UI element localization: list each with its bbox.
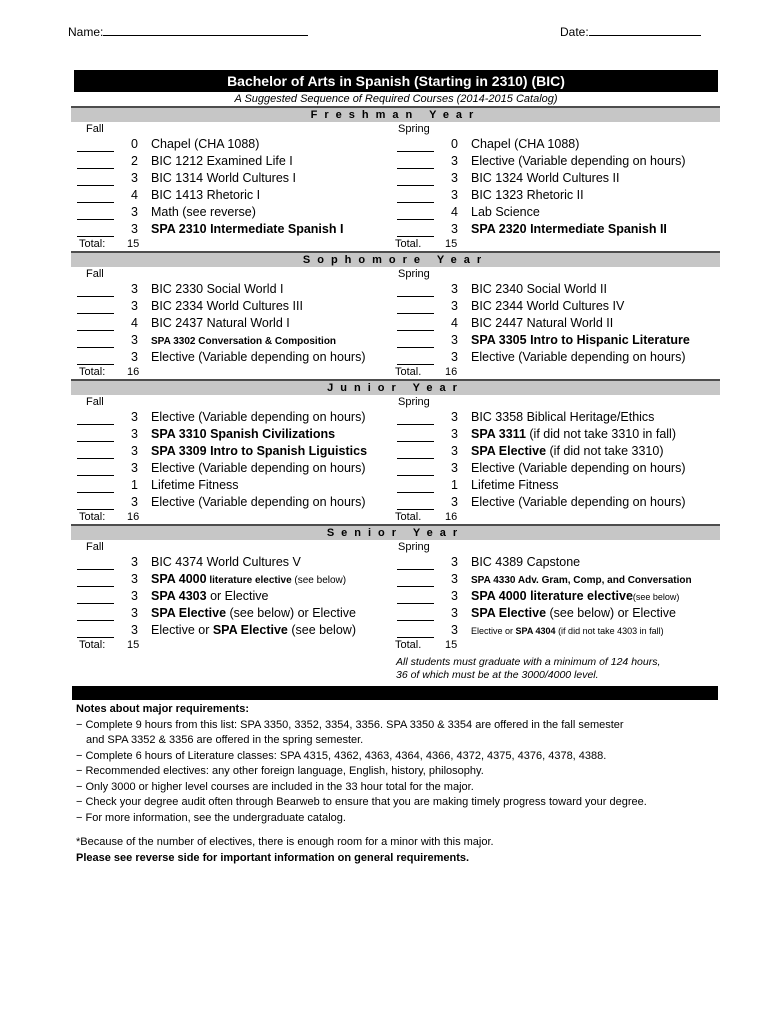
spring-course xyxy=(471,460,685,477)
spring-hours: 0 xyxy=(451,137,458,151)
fall-checkbox-line[interactable] xyxy=(77,285,114,297)
spring-checkbox-line[interactable] xyxy=(397,498,434,510)
spring-hours: 3 xyxy=(451,282,458,296)
name-label: Name: xyxy=(68,25,104,39)
graduation-note-line: All students must graduate with a minimum of 124 hours, xyxy=(396,656,661,668)
fall-checkbox-line[interactable] xyxy=(77,140,114,152)
spring-hours: 3 xyxy=(451,555,458,569)
spring-course xyxy=(471,443,663,460)
fall-hours: 3 xyxy=(131,410,138,424)
spring-checkbox-line[interactable] xyxy=(397,575,434,587)
spring-hours: 3 xyxy=(451,461,458,475)
notes-divider xyxy=(72,686,718,700)
fall-label: Fall xyxy=(86,396,104,408)
spring-course-text: BIC 2344 World Cultures IV xyxy=(471,299,625,313)
fall-course-text: BIC 2334 World Cultures III xyxy=(151,299,303,313)
fall-total-value: 15 xyxy=(127,639,140,651)
fall-total-value: 16 xyxy=(127,511,140,523)
fall-hours: 3 xyxy=(131,171,138,185)
fall-course-text: Lifetime Fitness xyxy=(151,478,239,492)
spring-total-value: 15 xyxy=(445,238,458,250)
fall-hours: 3 xyxy=(131,444,138,458)
spring-course xyxy=(471,315,613,332)
course-row xyxy=(74,170,718,187)
year-heading: Junior Year xyxy=(71,379,720,395)
fall-total-label: Total: xyxy=(79,511,106,523)
fall-course xyxy=(151,409,365,426)
spring-hours: 3 xyxy=(451,350,458,364)
spring-course xyxy=(471,622,664,640)
spring-checkbox-line[interactable] xyxy=(397,208,434,220)
fall-course-text: (see below) xyxy=(287,623,356,637)
spring-course-text: SPA 3311 xyxy=(471,427,526,441)
name-line[interactable] xyxy=(103,24,308,36)
spring-course xyxy=(471,571,692,589)
date-line[interactable] xyxy=(589,24,701,36)
fall-course-text: BIC 2330 Social World I xyxy=(151,282,284,296)
spring-total-label: Total. xyxy=(395,639,422,651)
course-row xyxy=(74,153,718,170)
fall-label: Fall xyxy=(86,541,104,553)
spring-course xyxy=(471,332,690,349)
fall-checkbox-line[interactable] xyxy=(77,302,114,314)
semester-labels xyxy=(74,267,718,281)
spring-course xyxy=(471,187,584,204)
fall-total-label: Total: xyxy=(79,639,106,651)
fall-course xyxy=(151,571,346,589)
note-line: and SPA 3352 & 3356 are offered in the spring semester. xyxy=(86,734,364,746)
fall-course xyxy=(151,426,335,443)
fall-course-text: Elective (Variable depending on hours) xyxy=(151,461,366,475)
fall-total-label: Total: xyxy=(79,238,106,250)
spring-checkbox-line[interactable] xyxy=(397,413,434,425)
spring-hours: 3 xyxy=(451,299,458,313)
spring-checkbox-line[interactable] xyxy=(397,157,434,169)
totals-row xyxy=(74,238,718,251)
spring-course-text: (if did not take 3310 in fall) xyxy=(525,427,676,441)
note-line: − Complete 9 hours from this list: SPA 3350, 3352, 3354, 3356. SPA 3350 & 3354 are offered in the fall semester xyxy=(76,718,624,731)
spring-hours: 3 xyxy=(451,606,458,620)
year-heading: Senior Year xyxy=(71,524,720,540)
course-row xyxy=(74,477,718,494)
reverse-note: Please see reverse side for important information on general requirements. xyxy=(76,851,470,864)
fall-checkbox-line[interactable] xyxy=(77,353,114,365)
fall-hours: 3 xyxy=(131,205,138,219)
fall-course xyxy=(151,622,356,639)
course-row xyxy=(74,605,718,622)
fall-course-text: SPA 2310 Intermediate Spanish I xyxy=(151,222,344,236)
spring-course-text: Elective or xyxy=(471,626,516,636)
spring-course-text: (see below) or Elective xyxy=(546,606,676,620)
spring-checkbox-line[interactable] xyxy=(397,225,434,237)
fall-course xyxy=(151,170,296,187)
fall-course-text: BIC 1413 Rhetoric I xyxy=(151,188,261,202)
spring-checkbox-line[interactable] xyxy=(397,140,434,152)
fall-hours: 3 xyxy=(131,555,138,569)
fall-course xyxy=(151,554,301,571)
page-subtitle: A Suggested Sequence of Required Courses (2014-2015 Catalog) xyxy=(234,93,558,105)
fall-checkbox-line[interactable] xyxy=(77,481,114,493)
spring-hours: 3 xyxy=(451,444,458,458)
spring-label: Spring xyxy=(398,123,430,135)
spring-course xyxy=(471,349,685,366)
spring-course-text: SPA 4304 xyxy=(515,626,556,636)
fall-course xyxy=(151,349,365,366)
fall-checkbox-line[interactable] xyxy=(77,208,114,220)
spring-hours: 3 xyxy=(451,222,458,236)
fall-course-text: Elective or xyxy=(151,623,213,637)
fall-hours: 3 xyxy=(131,350,138,364)
spring-course-text: Elective (Variable depending on hours) xyxy=(471,154,686,168)
fall-hours: 3 xyxy=(131,333,138,347)
note-line: − Complete 6 hours of Literature classes: SPA 4315, 4362, 4363, 4364, 4366, 4372, 4375, 4376, 4378, 4388. xyxy=(76,749,607,762)
semester-labels xyxy=(74,540,718,554)
semester-labels xyxy=(74,122,718,136)
spring-total-value: 15 xyxy=(445,639,458,651)
fall-hours: 3 xyxy=(131,589,138,603)
notes-title: Notes about major requirements: xyxy=(76,703,249,715)
course-row xyxy=(74,426,718,443)
spring-hours: 1 xyxy=(451,478,458,492)
spring-checkbox-line[interactable] xyxy=(397,464,434,476)
fall-course-text: SPA 3302 Conversation & Composition xyxy=(151,336,337,347)
spring-hours: 3 xyxy=(451,171,458,185)
year-heading: Sophomore Year xyxy=(71,251,720,267)
spring-checkbox-line[interactable] xyxy=(397,592,434,604)
spring-hours: 3 xyxy=(451,333,458,347)
spring-course xyxy=(471,605,676,622)
spring-total-label: Total. xyxy=(395,511,422,523)
spring-course-text: Lifetime Fitness xyxy=(471,478,559,492)
spring-course xyxy=(471,554,580,571)
fall-course xyxy=(151,477,239,494)
fall-total-value: 15 xyxy=(127,238,140,250)
spring-checkbox-line[interactable] xyxy=(397,336,434,348)
spring-hours: 3 xyxy=(451,410,458,424)
spring-label: Spring xyxy=(398,541,430,553)
spring-hours: 3 xyxy=(451,623,458,637)
spring-course xyxy=(471,409,654,426)
fall-checkbox-line[interactable] xyxy=(77,447,114,459)
spring-course xyxy=(471,204,540,221)
course-row xyxy=(74,298,718,315)
totals-row xyxy=(74,639,718,652)
fall-checkbox-line[interactable] xyxy=(77,174,114,186)
spring-hours: 3 xyxy=(451,188,458,202)
spring-total-label: Total. xyxy=(395,238,422,250)
fall-course xyxy=(151,588,268,605)
note-line: − Only 3000 or higher level courses are included in the 33 hour total for the major. xyxy=(76,780,474,793)
fall-course xyxy=(151,187,260,204)
fall-hours: 3 xyxy=(131,222,138,236)
course-row xyxy=(74,187,718,204)
spring-hours: 3 xyxy=(451,154,458,168)
course-row xyxy=(74,349,718,366)
fall-total-value: 16 xyxy=(127,366,140,378)
fall-course-text: BIC 1314 World Cultures I xyxy=(151,171,296,185)
spring-checkbox-line[interactable] xyxy=(397,558,434,570)
fall-hours: 3 xyxy=(131,606,138,620)
fall-checkbox-line[interactable] xyxy=(77,626,114,638)
graduation-note xyxy=(396,656,718,682)
fall-hours: 0 xyxy=(131,137,138,151)
spring-course xyxy=(471,494,685,511)
spring-course-text: SPA 2320 Intermediate Spanish II xyxy=(471,222,667,236)
fall-checkbox-line[interactable] xyxy=(77,336,114,348)
fall-course-text: Math (see reverse) xyxy=(151,205,256,219)
spring-course xyxy=(471,221,667,238)
spring-course-text: BIC 4389 Capstone xyxy=(471,555,581,569)
fall-hours: 4 xyxy=(131,188,138,202)
spring-total-value: 16 xyxy=(445,366,458,378)
spring-course xyxy=(471,477,559,494)
spring-course-text: Lab Science xyxy=(471,205,540,219)
fall-course-text: (see below) or Elective xyxy=(226,606,356,620)
fall-hours: 3 xyxy=(131,461,138,475)
totals-row xyxy=(74,366,718,379)
fall-course-text: literature elective xyxy=(206,575,292,586)
course-row xyxy=(74,136,718,153)
fall-label: Fall xyxy=(86,268,104,280)
fall-course-text: Elective (Variable depending on hours) xyxy=(151,350,366,364)
minor-note: *Because of the number of electives, there is enough room for a minor with this major. xyxy=(76,836,494,848)
fall-course xyxy=(151,605,356,622)
course-row xyxy=(74,588,718,605)
spring-total-label: Total. xyxy=(395,366,422,378)
fall-course-text: BIC 2437 Natural World I xyxy=(151,316,290,330)
spring-course xyxy=(471,136,579,153)
spring-course-text: (if did not take 4303 in fall) xyxy=(555,626,664,636)
spring-course-text: SPA Elective xyxy=(471,606,547,620)
fall-course-text: SPA Elective xyxy=(212,623,288,637)
fall-course xyxy=(151,315,290,332)
spring-checkbox-line[interactable] xyxy=(397,609,434,621)
spring-hours: 3 xyxy=(451,427,458,441)
fall-total-label: Total: xyxy=(79,366,106,378)
spring-course xyxy=(471,153,685,170)
course-row xyxy=(74,204,718,221)
spring-course-text: Elective (Variable depending on hours) xyxy=(471,461,686,475)
totals-row xyxy=(74,511,718,524)
year-heading: Freshman Year xyxy=(71,106,720,122)
notes-section xyxy=(76,702,718,866)
spring-checkbox-line[interactable] xyxy=(397,481,434,493)
course-row xyxy=(74,409,718,426)
spring-course-text: SPA Elective xyxy=(471,444,547,458)
spring-course-text: BIC 1323 Rhetoric II xyxy=(471,188,584,202)
fall-course-text: or Elective xyxy=(206,589,269,603)
spring-hours: 4 xyxy=(451,205,458,219)
spring-course-text: Chapel (CHA 1088) xyxy=(471,137,580,151)
fall-hours: 3 xyxy=(131,623,138,637)
fall-label: Fall xyxy=(86,123,104,135)
fall-course xyxy=(151,298,303,315)
course-row xyxy=(74,460,718,477)
semester-labels xyxy=(74,395,718,409)
course-row xyxy=(74,571,718,588)
note-line: − Check your degree audit often through Bearweb to ensure that you are making timely progress toward your degree. xyxy=(76,796,647,808)
course-row xyxy=(74,622,718,639)
spring-course-text: BIC 3358 Biblical Heritage/Ethics xyxy=(471,410,655,424)
fall-course-text: BIC 1212 Examined Life I xyxy=(151,154,293,168)
fall-checkbox-line[interactable] xyxy=(77,413,114,425)
spring-label: Spring xyxy=(398,396,430,408)
note-line: − For more information, see the undergraduate catalog. xyxy=(76,811,346,824)
spring-hours: 4 xyxy=(451,316,458,330)
fall-course xyxy=(151,136,259,153)
spring-course xyxy=(471,426,676,443)
name-field[interactable] xyxy=(68,24,308,39)
date-field[interactable] xyxy=(560,24,701,39)
spring-checkbox-line[interactable] xyxy=(397,430,434,442)
spring-course xyxy=(471,298,624,315)
fall-course xyxy=(151,204,256,221)
fall-checkbox-line[interactable] xyxy=(77,319,114,331)
course-row xyxy=(74,494,718,511)
graduation-note-line: 36 of which must be at the 3000/4000 level. xyxy=(396,669,599,681)
spring-hours: 3 xyxy=(451,572,458,586)
fall-checkbox-line[interactable] xyxy=(77,609,114,621)
page-title: Bachelor of Arts in Spanish (Starting in 2310) (BIC) xyxy=(74,70,718,92)
spring-checkbox-line[interactable] xyxy=(397,353,434,365)
spring-course xyxy=(471,170,619,187)
spring-course-text: SPA 3305 Intro to Hispanic Literature xyxy=(471,333,690,347)
spring-checkbox-line[interactable] xyxy=(397,319,434,331)
spring-course-text: BIC 2340 Social World II xyxy=(471,282,607,296)
fall-course-text: SPA 3309 Intro to Spanish Liguistics xyxy=(151,444,368,458)
spring-course-text: (if did not take 3310) xyxy=(546,444,664,458)
fall-course-text: (see below) xyxy=(291,575,347,586)
fall-course-text: Elective (Variable depending on hours) xyxy=(151,495,366,509)
fall-hours: 2 xyxy=(131,154,138,168)
fall-hours: 3 xyxy=(131,299,138,313)
fall-hours: 3 xyxy=(131,495,138,509)
fall-course-text: SPA 4000 xyxy=(151,572,207,586)
spring-checkbox-line[interactable] xyxy=(397,285,434,297)
fall-checkbox-line[interactable] xyxy=(77,191,114,203)
spring-course-text: SPA 4330 Adv. Gram, Comp, and Conversation xyxy=(471,575,692,586)
note-line: − Recommended electives: any other foreign language, English, history, philosophy. xyxy=(76,765,484,777)
spring-course-text: SPA 4000 literature elective xyxy=(471,589,633,603)
fall-course-text: SPA Elective xyxy=(151,606,227,620)
spring-course-text: Elective (Variable depending on hours) xyxy=(471,495,686,509)
fall-checkbox-line[interactable] xyxy=(77,498,114,510)
fall-course xyxy=(151,460,365,477)
fall-hours: 3 xyxy=(131,427,138,441)
fall-course-text: Elective (Variable depending on hours) xyxy=(151,410,366,424)
spring-course-text: Elective (Variable depending on hours) xyxy=(471,350,686,364)
fall-hours: 4 xyxy=(131,316,138,330)
spring-course xyxy=(471,281,607,298)
fall-checkbox-line[interactable] xyxy=(77,575,114,587)
course-row xyxy=(74,332,718,349)
spring-checkbox-line[interactable] xyxy=(397,174,434,186)
fall-course xyxy=(151,281,283,298)
years-container xyxy=(74,106,718,652)
fall-checkbox-line[interactable] xyxy=(77,464,114,476)
spring-total-value: 16 xyxy=(445,511,458,523)
fall-checkbox-line[interactable] xyxy=(77,592,114,604)
fall-course-text: BIC 4374 World Cultures V xyxy=(151,555,301,569)
spring-checkbox-line[interactable] xyxy=(397,447,434,459)
fall-course xyxy=(151,332,336,350)
spring-hours: 3 xyxy=(451,589,458,603)
spring-checkbox-line[interactable] xyxy=(397,626,434,638)
fall-course xyxy=(151,221,343,238)
fall-checkbox-line[interactable] xyxy=(77,157,114,169)
course-row xyxy=(74,315,718,332)
spring-course xyxy=(471,588,679,606)
fall-checkbox-line[interactable] xyxy=(77,558,114,570)
spring-label: Spring xyxy=(398,268,430,280)
spring-course-text: (see below) xyxy=(632,592,680,602)
fall-hours: 3 xyxy=(131,282,138,296)
spring-checkbox-line[interactable] xyxy=(397,302,434,314)
fall-course-text: SPA 3310 Spanish Civilizations xyxy=(151,427,336,441)
spring-hours: 3 xyxy=(451,495,458,509)
date-label: Date: xyxy=(560,25,589,39)
fall-course xyxy=(151,443,367,460)
course-sequence xyxy=(74,70,718,866)
spring-course-text: BIC 2447 Natural World II xyxy=(471,316,614,330)
course-row xyxy=(74,554,718,571)
course-row xyxy=(74,281,718,298)
course-row xyxy=(74,221,718,238)
fall-checkbox-line[interactable] xyxy=(77,430,114,442)
fall-course-text: SPA 4303 xyxy=(151,589,207,603)
spring-checkbox-line[interactable] xyxy=(397,191,434,203)
fall-checkbox-line[interactable] xyxy=(77,225,114,237)
course-row xyxy=(74,443,718,460)
fall-hours: 1 xyxy=(131,478,138,492)
fall-course-text: Chapel (CHA 1088) xyxy=(151,137,260,151)
spring-course-text: BIC 1324 World Cultures II xyxy=(471,171,620,185)
fall-hours: 3 xyxy=(131,572,138,586)
fall-course xyxy=(151,494,365,511)
fall-course xyxy=(151,153,293,170)
